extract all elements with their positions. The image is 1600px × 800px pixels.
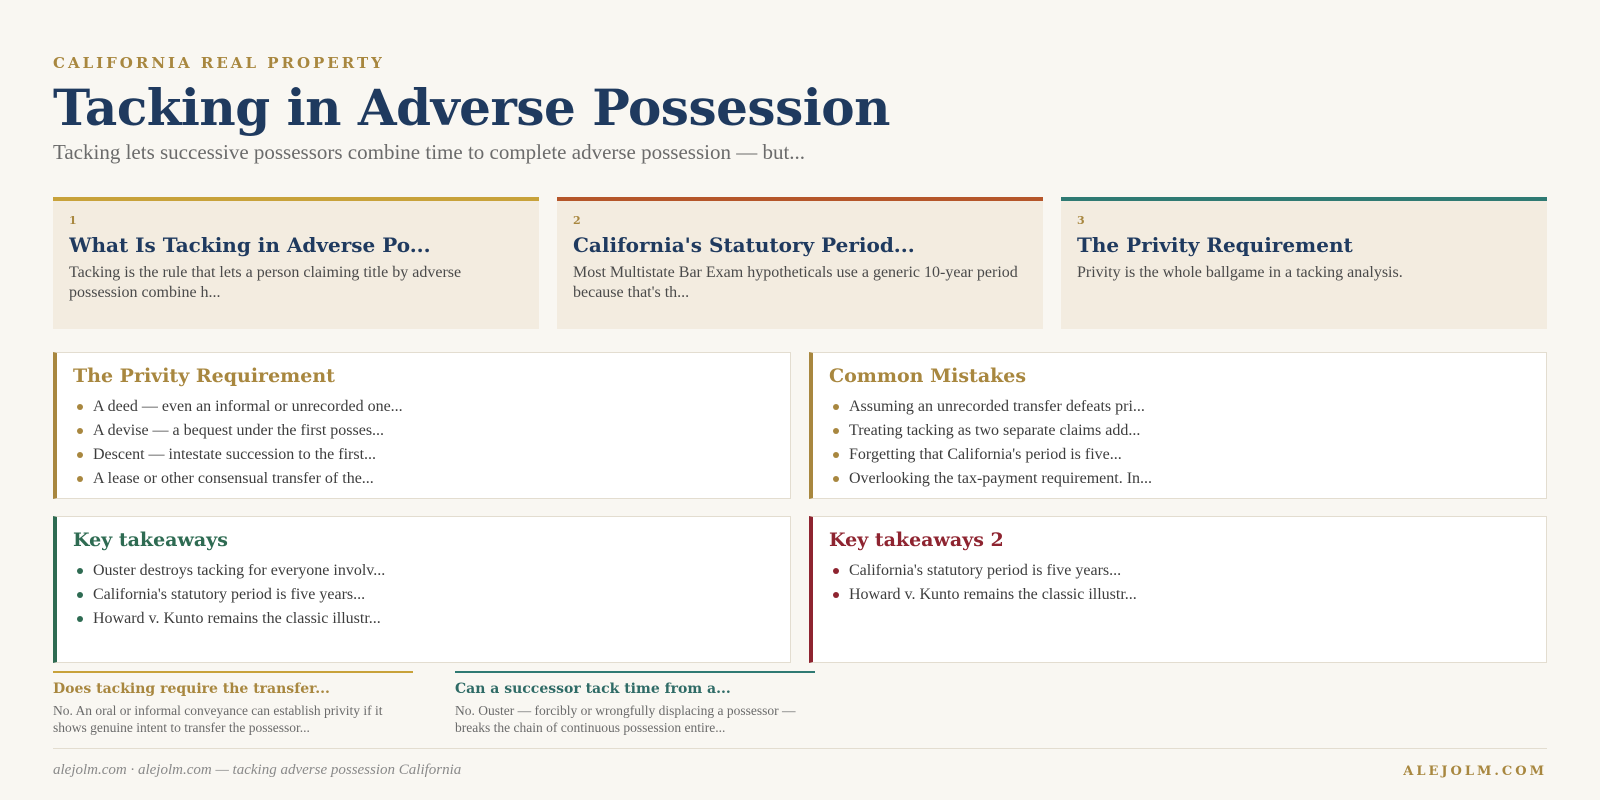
bullet-icon (77, 476, 83, 482)
list-item-text: Howard v. Kunto remains the classic illustr... (849, 586, 1137, 603)
faq-item-1[interactable] (53, 671, 413, 736)
panel-title: Key takeaways 2 (829, 529, 1004, 551)
bullet-icon (77, 452, 83, 458)
list-item (73, 559, 774, 583)
bullet-icon (833, 568, 839, 574)
list-item (829, 419, 1530, 443)
summary-card-2[interactable] (557, 197, 1043, 329)
list-item-text: Descent — intestate succession to the first... (93, 446, 377, 463)
list-item (829, 467, 1530, 491)
panel-title: The Privity Requirement (73, 365, 335, 387)
eyebrow: CALIFORNIA REAL PROPERTY (53, 54, 385, 72)
page-subtitle: Tacking lets successive possessors combine time to complete adverse possession — but... (53, 140, 806, 164)
list-item (73, 443, 774, 467)
list-item-text: Ouster destroys tacking for everyone involv... (93, 562, 386, 579)
faq-answer: No. Ouster — forcibly or wrongfully displacing a possessor — breaks the chain of continuous possession entire... (455, 703, 796, 735)
list-item (73, 583, 774, 607)
summary-card-3[interactable] (1061, 197, 1547, 329)
card-body: Privity is the whole ballgame in a tacking analysis. (1077, 264, 1403, 281)
faq-answer: No. An oral or informal conveyance can establish privity if it shows genuine intent to transfer the possessor... (53, 703, 383, 735)
panel-title: Key takeaways (73, 529, 228, 551)
bullet-icon (77, 428, 83, 434)
list-item-text: A lease or other consensual transfer of the... (93, 470, 374, 487)
summary-card-1[interactable] (53, 197, 539, 329)
card-body: Tacking is the rule that lets a person claiming title by adverse possession combine h... (69, 264, 462, 301)
list-item-text: Treating tacking as two separate claims add... (849, 422, 1141, 439)
list-item-text: Howard v. Kunto remains the classic illustr... (93, 610, 381, 627)
list-item-text: Overlooking the tax-payment requirement. In... (849, 470, 1153, 487)
faq-question[interactable]: Does tacking require the transfer... (53, 681, 330, 697)
card-title: The Privity Requirement (1077, 233, 1353, 257)
panel-key-takeaways (53, 516, 791, 663)
page-title: Tacking in Adverse Possession (53, 78, 890, 137)
panel-common-mistakes (809, 352, 1547, 499)
list-item-text: A devise — a bequest under the first posses... (93, 422, 385, 439)
bullet-list (73, 559, 774, 631)
bullet-icon (833, 428, 839, 434)
bullet-list (73, 395, 774, 491)
list-item-text: Assuming an unrecorded transfer defeats pri... (849, 398, 1145, 415)
bullet-icon (77, 404, 83, 410)
bullet-list (829, 559, 1530, 607)
bullet-icon (77, 568, 83, 574)
bullet-icon (833, 592, 839, 598)
page (53, 0, 1547, 800)
bullet-list (829, 395, 1530, 491)
footer-caption: alejolm.com · alejolm.com — tacking adverse possession California (53, 762, 462, 778)
card-number: 1 (69, 214, 77, 227)
list-item (829, 583, 1530, 607)
list-item-text: California's statutory period is five years... (849, 562, 1122, 579)
faq-item-2[interactable] (455, 671, 815, 736)
list-item (73, 419, 774, 443)
card-body: Most Multistate Bar Exam hypotheticals use a generic 10-year period because that's th... (573, 264, 1018, 301)
bullet-icon (833, 476, 839, 482)
faq-question[interactable]: Can a successor tack time from a... (455, 681, 731, 697)
card-title: What Is Tacking in Adverse Po... (69, 233, 431, 257)
footer-divider (53, 748, 1547, 749)
footer-brand-link[interactable]: ALEJOLM.COM (1403, 764, 1547, 779)
bullet-icon (77, 592, 83, 598)
bullet-icon (833, 452, 839, 458)
bullet-icon (77, 616, 83, 622)
card-number: 3 (1077, 214, 1085, 227)
card-number: 2 (573, 214, 581, 227)
bullet-icon (833, 404, 839, 410)
card-title: California's Statutory Period... (573, 233, 915, 257)
list-item (829, 559, 1530, 583)
list-item (829, 443, 1530, 467)
panel-privity-requirement (53, 352, 791, 499)
list-item-text: Forgetting that California's period is five... (849, 446, 1122, 463)
list-item-text: California's statutory period is five years... (93, 586, 366, 603)
list-item-text: A deed — even an informal or unrecorded one... (93, 398, 403, 415)
list-item (73, 607, 774, 631)
panel-title: Common Mistakes (829, 365, 1027, 387)
panel-key-takeaways-2 (809, 516, 1547, 663)
list-item (73, 395, 774, 419)
list-item (73, 467, 774, 491)
summary-cards (53, 197, 1547, 329)
list-item (829, 395, 1530, 419)
